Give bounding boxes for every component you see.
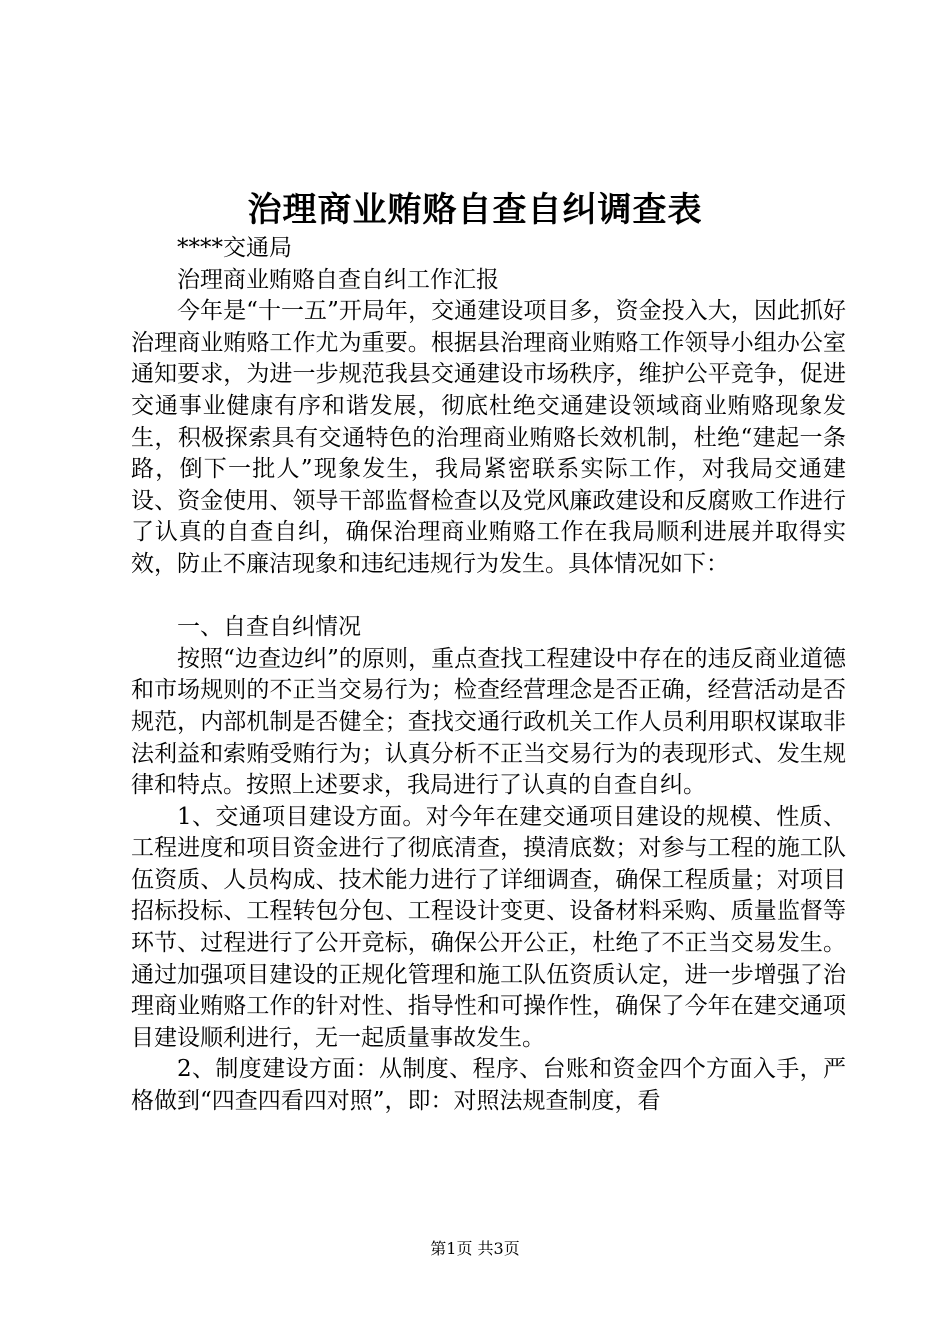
intro-paragraph: 今年是“十一五”开局年，交通建设项目多，资金投入大，因此抓好治理商业贿赂工作尤为重要。根据县治理商业贿赂工作领导小组办公室通知要求，为进一步规范我县交通建设市场秩序，维护公平竞争，促进交通事业健康有序和谐发展，彻底杜绝交通建设领域商业贿赂现象发生，积极探索具有交通特色的治理商业贿赂长效机制，杜绝“建起一条路，倒下一批人”现象发生，我局紧密联系实际工作，对我局交通建设、资金使用、领导干部监督检查以及党风廉政建设和反腐败工作进行了认真的自查自纠，确保治理商业贿赂工作在我局顺利进展并取得实效，防止不廉洁现象和违纪违规行为发生。具体情况如下： xyxy=(131,298,846,577)
document-title: 治理商业贿赂自查自纠调查表 xyxy=(247,190,703,230)
report-subtitle: 治理商业贿赂自查自纠工作汇报 xyxy=(177,266,499,293)
org-line: ****交通局 xyxy=(177,235,292,261)
item-paragraph-1: 1、交通项目建设方面。对今年在建交通项目建设的规模、性质、工程进度和项目资金进行了彻底清查，摸清底数；对参与工程的施工队伍资质、人员构成、技术能力进行了详细调查，确保工程质量；对项目招标投标、工程转包分包、工程设计变更、设备材料采购、质量监督等环节、过程进行了公开竞标，确保公开公正，杜绝了不正当交易发生。通过加强项目建设的正规化管理和施工队伍资质认定，进一步增强了治理商业贿赂工作的针对性、指导性和可操作性，确保了今年在建交通项目建设顺利进行，无一起质量事故发生。 xyxy=(131,803,846,1051)
paragraph-gap xyxy=(131,581,846,613)
section-heading: 一、自查自纠情况 xyxy=(177,614,361,641)
section-paragraph: 按照“边查边纠”的原则，重点查找工程建设中存在的违反商业道德和市场规则的不正当交易行为；检查经营理念是否正确，经营活动是否规范，内部机制是否健全；查找交通行政机关工作人员利用职权谋取非法利益和索贿受贿行为；认真分析不正当交易行为的表现形式、发生规律和特点。按照上述要求，我局进行了认真的自查自纠。 xyxy=(131,645,846,799)
document-body xyxy=(131,233,846,1118)
item-paragraph-2: 2、制度建设方面：从制度、程序、台账和资金四个方面入手，严格做到“四查四看四对照”，即：对照法规查制度，看 xyxy=(131,1056,846,1115)
page-number: 第1页 共3页 xyxy=(430,1239,520,1258)
